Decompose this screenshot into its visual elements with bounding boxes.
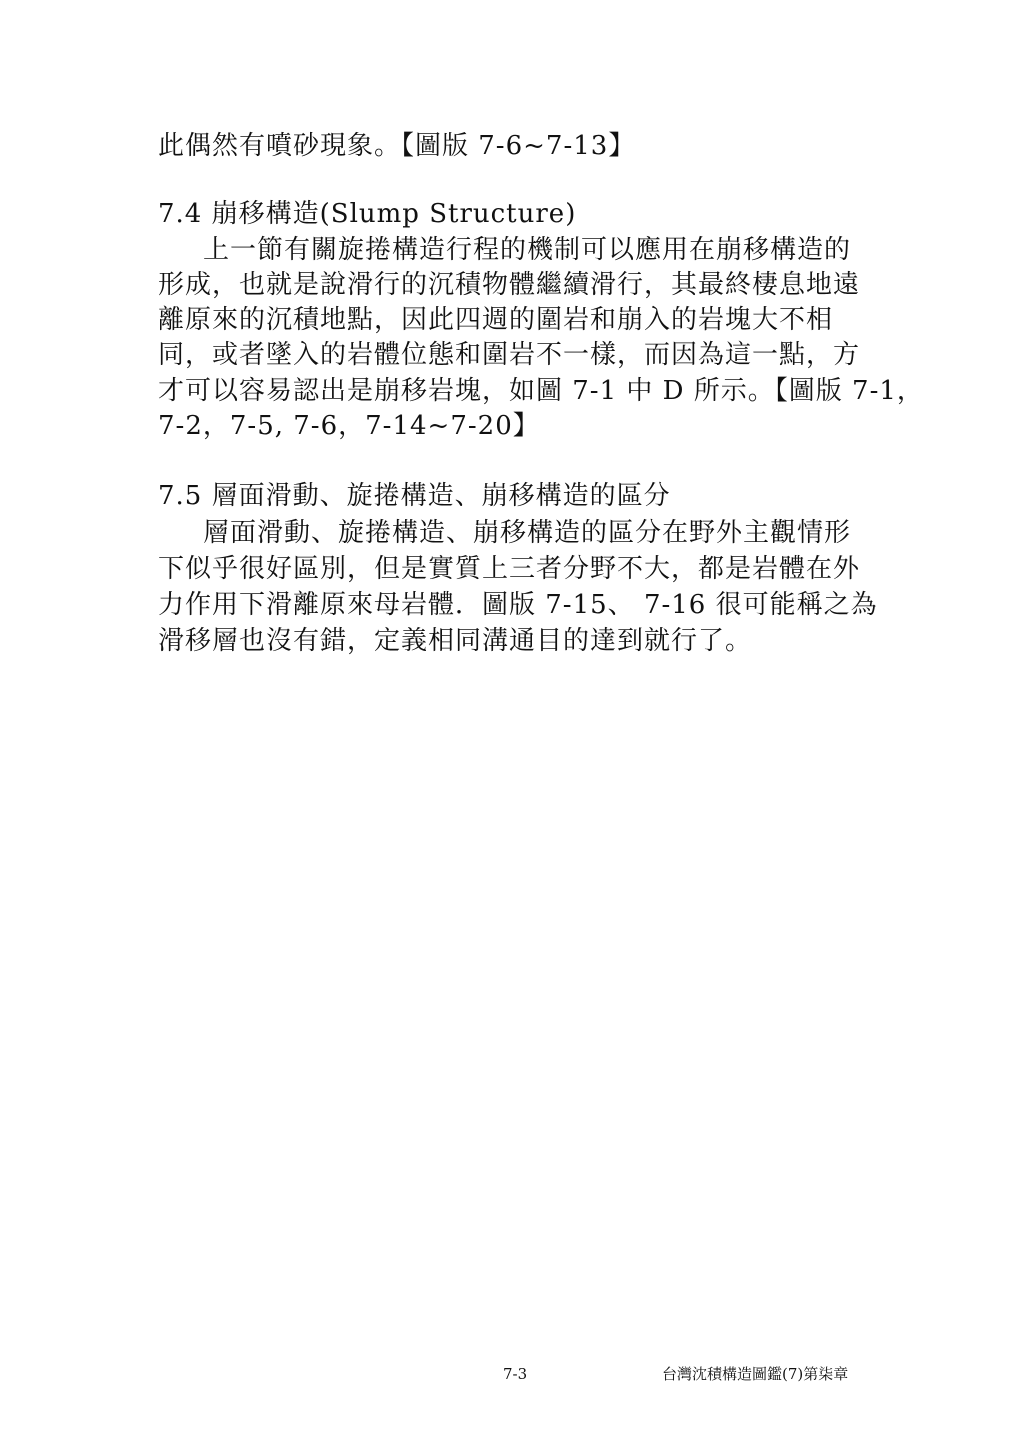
intro-line: 此偶然有噴砂現象。【圖版 7-6~7-13】 — [158, 131, 636, 161]
paragraph-line: 層面滑動、旋捲構造、崩移構造的區分在野外主觀情形 — [203, 518, 852, 548]
paragraph-line: 下似乎很好區別，但是實質上三者分野不大，都是岩體在外 — [158, 554, 861, 584]
page-number: 7-3 — [503, 1365, 528, 1383]
paragraph-line: 同，或者墜入的岩體位態和圍岩不一樣，而因為這一點，方 — [158, 340, 861, 370]
paragraph-line: 力作用下滑離原來母岩體．圖版 7-15、 7-16 很可能稱之為 — [158, 590, 878, 620]
running-title: 台灣沈積構造圖鑑(7)第柒章 — [662, 1365, 849, 1383]
section-7-4-heading: 7.4 崩移構造(Slump Structure) — [158, 199, 577, 229]
section-7-5-heading: 7.5 層面滑動、旋捲構造、崩移構造的區分 — [158, 481, 671, 511]
paragraph-line: 離原來的沉積地點，因此四週的圍岩和崩入的岩塊大不相 — [158, 305, 834, 335]
paragraph-line: 形成，也就是說滑行的沉積物體繼續滑行，其最終棲息地遠 — [158, 270, 861, 300]
paragraph-line: 上一節有關旋捲構造行程的機制可以應用在崩移構造的 — [203, 235, 852, 265]
paragraph-line: 7-2，7-5, 7-6，7-14~7-20】 — [158, 411, 540, 441]
paragraph-line: 才可以容易認出是崩移岩塊，如圖 7-1 中 D 所示。【圖版 7-1， — [158, 376, 924, 406]
paragraph-line: 滑移層也沒有錯，定義相同溝通目的達到就行了。 — [158, 626, 753, 656]
